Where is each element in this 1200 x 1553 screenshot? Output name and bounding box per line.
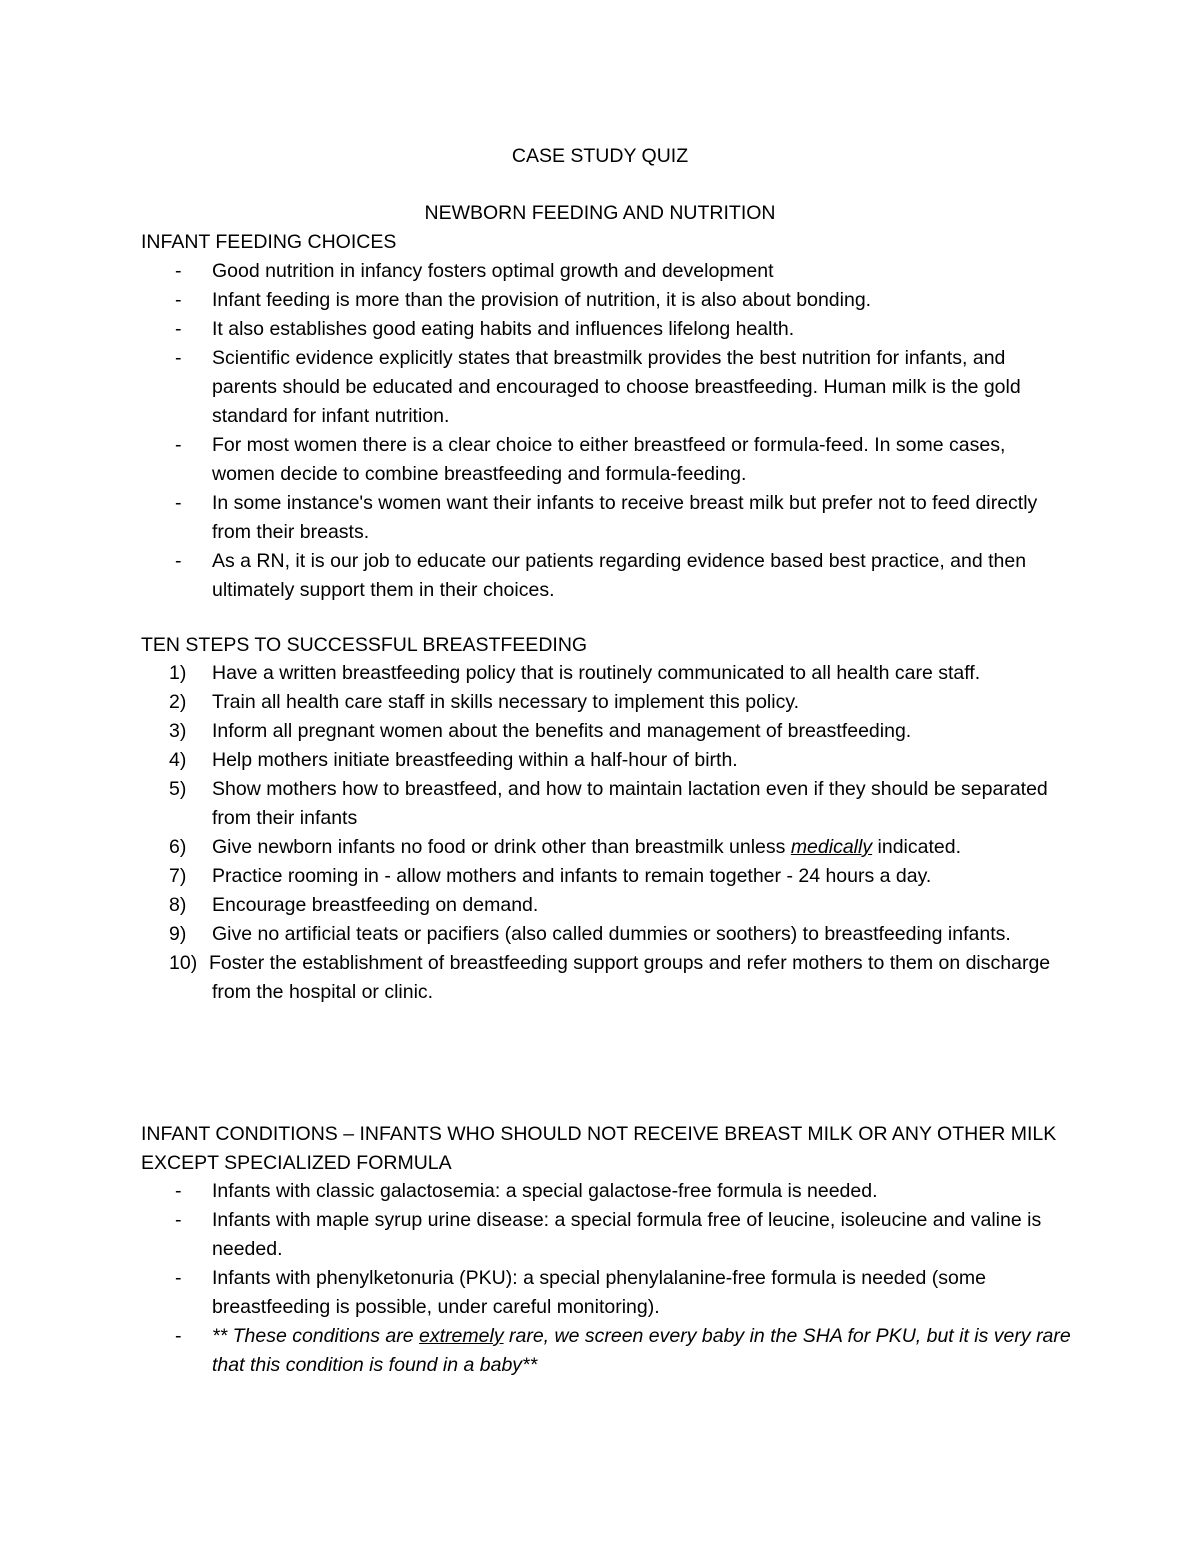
list-item-text: For most women there is a clear choice to either breastfeed or formula-feed. In some cases, women decide to combine breastfeeding and formula-feeding. (212, 434, 1006, 485)
list-item-text: Foster the establishment of breastfeeding support groups and refer mothers to them on discharge from the hospital or clinic. (209, 952, 1051, 1003)
list-item (141, 1177, 1071, 1206)
step-number: 1) (169, 662, 187, 684)
list-item (141, 746, 1071, 775)
list-item (141, 1206, 1071, 1264)
list-item-note (141, 1322, 1071, 1380)
step-number: 10) (169, 952, 198, 974)
list-item (141, 659, 1071, 688)
document-title: CASE STUDY QUIZ (511, 145, 689, 167)
bullet-marker: - (175, 260, 182, 282)
list-item-text: Scientific evidence explicitly states that breastmilk provides the best nutrition for infants, and parents should be educated and encouraged to choose breastfeeding. Human milk is the gold standard for infant nutrition. (212, 347, 1021, 427)
list-item (141, 257, 1071, 286)
list-item-text: Show mothers how to breastfeed, and how to maintain lactation even if they should be separated from their infants (212, 778, 1048, 829)
text-segment: Give newborn infants no food or drink other than breastmilk unless (212, 836, 791, 858)
step-number: 2) (169, 691, 187, 713)
step-number: 5) (169, 778, 187, 800)
step-number: 9) (169, 923, 187, 945)
step-number: 8) (169, 894, 187, 916)
list-item-text: Give no artificial teats or pacifiers (also called dummies or soothers) to breastfeeding infants. (212, 923, 1011, 945)
list-item (141, 315, 1071, 344)
step-number: 3) (169, 720, 187, 742)
list-item (141, 489, 1071, 547)
step-number: 6) (169, 836, 187, 858)
section-heading-infant-conditions: INFANT CONDITIONS – INFANTS WHO SHOULD NOT RECEIVE BREAST MILK OR ANY OTHER MILK EXCEPT SPECIALIZED FORMULA (141, 1123, 1057, 1174)
list-item (141, 688, 1071, 717)
list-item-text: Train all health care staff in skills necessary to implement this policy. (212, 691, 800, 713)
list-item-text: It also establishes good eating habits and influences lifelong health. (212, 318, 795, 340)
ten-steps-list (141, 659, 1071, 1007)
list-item-text: Encourage breastfeeding on demand. (212, 894, 539, 916)
text-segment: ** These conditions are (212, 1325, 420, 1347)
list-item-text: Help mothers initiate breastfeeding within a half-hour of birth. (212, 749, 738, 771)
text-segment: rare, we screen every baby in the SHA for PKU, but it is very rare that this condition is found in a baby** (212, 1325, 1071, 1376)
list-item-text: Inform all pregnant women about the benefits and management of breastfeeding. (212, 720, 912, 742)
bullet-marker: - (175, 434, 182, 456)
list-item (141, 431, 1071, 489)
list-item (141, 833, 1071, 862)
list-item (141, 717, 1071, 746)
list-item (141, 344, 1071, 431)
list-item-text: Infants with classic galactosemia: a special galactose-free formula is needed. (212, 1180, 878, 1202)
list-item-text: As a RN, it is our job to educate our patients regarding evidence based best practice, and then ultimately support them in their choices. (212, 550, 1027, 601)
list-item (141, 891, 1071, 920)
list-item-text: Infants with phenylketonuria (PKU): a special phenylalanine-free formula is needed (some breastfeeding is possible, under careful monitoring). (212, 1267, 986, 1318)
note-text (212, 1325, 1071, 1376)
list-item (141, 775, 1071, 833)
section-heading-ten-steps: TEN STEPS TO SUCCESSFUL BREASTFEEDING (141, 634, 588, 656)
emphasized-word: extremely (419, 1325, 504, 1347)
feeding-choices-list (141, 257, 1071, 605)
section-heading-feeding-choices: INFANT FEEDING CHOICES (141, 231, 397, 253)
list-item-text: In some instance's women want their infants to receive breast milk but prefer not to feed directly from their breasts. (212, 492, 1038, 543)
list-item (141, 1264, 1071, 1322)
bullet-marker: - (175, 318, 182, 340)
list-item-text: Practice rooming in - allow mothers and infants to remain together - 24 hours a day. (212, 865, 932, 887)
bullet-marker: - (175, 289, 182, 311)
list-item (141, 286, 1071, 315)
list-item (141, 949, 1071, 1007)
list-item-text: Infants with maple syrup urine disease: a special formula free of leucine, isoleucine and valine is needed. (212, 1209, 1042, 1260)
list-item-text: Infant feeding is more than the provision of nutrition, it is also about bonding. (212, 289, 872, 311)
emphasized-word: medically (790, 836, 873, 858)
bullet-marker: - (175, 1325, 182, 1347)
bullet-marker: - (175, 1267, 182, 1289)
text-segment: indicated. (872, 836, 961, 858)
list-item-text: Good nutrition in infancy fosters optimal growth and development (212, 260, 774, 282)
bullet-marker: - (175, 347, 182, 369)
list-item-text: Have a written breastfeeding policy that is routinely communicated to all health care staff. (212, 662, 981, 684)
bullet-marker: - (175, 1209, 182, 1231)
infant-conditions-list (141, 1177, 1071, 1380)
step-number: 7) (169, 865, 187, 887)
document-subtitle: NEWBORN FEEDING AND NUTRITION (424, 202, 776, 224)
bullet-marker: - (175, 550, 182, 572)
bullet-marker: - (175, 1180, 182, 1202)
list-item (141, 547, 1071, 605)
step-number: 4) (169, 749, 187, 771)
list-item-text (212, 836, 961, 858)
list-item (141, 862, 1071, 891)
bullet-marker: - (175, 492, 182, 514)
list-item (141, 920, 1071, 949)
